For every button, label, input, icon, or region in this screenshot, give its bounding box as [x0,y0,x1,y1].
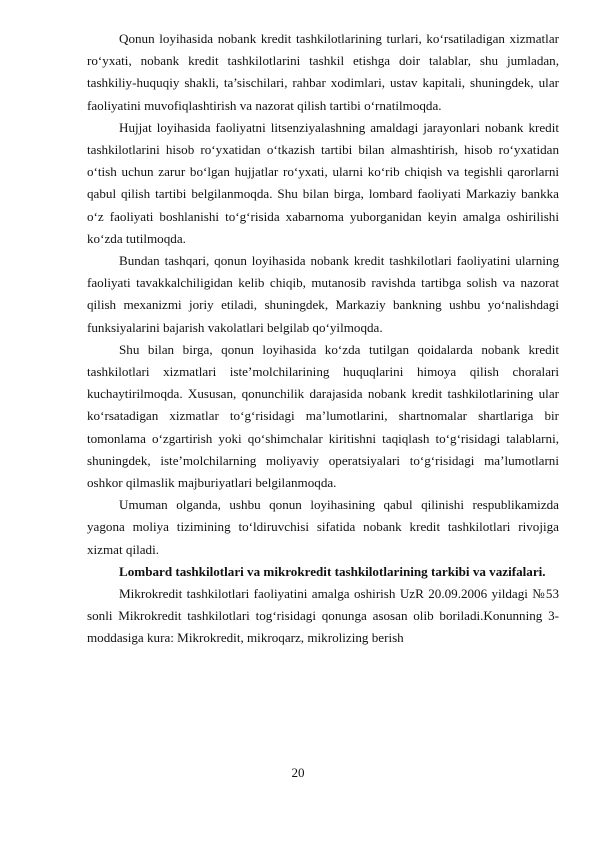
document-body [87,28,559,650]
paragraph-microcredit-law: Mikrokredit tashkilotlari faoliyatini amalga oshirish UzR 20.09.2006 yildagi №53 sonli Mikrokredit tashkilotlari tog‘risidagi qonunga asosan olib boriladi.Konunning 3- moddasiga kura: Mikrokredit, mikroqarz, mikrolizing berish [87,586,559,646]
page-number: 20 [291,765,305,780]
paragraph-draft-law-types: Qonun loyihasida nobank kredit tashkilotlarining turlari, ko‘rsatiladigan xizmatlar ro‘yxati, nobank kredit tashkilotlarini tashkil etishga doir talablar, shu jumladan, tashkiliy-huquqiy shakli, ta’sischilari, rahbar xodimlari, ustav kapitali, shuningdek, ular faoliyatini muvofiqlashtirish va nazorat qilish tartibi o‘rnatilmoqda. [87,31,559,113]
paragraph-consumer-protection: Shu bilan birga, qonun loyihasida ko‘zda tutilgan qoidalarda nobank kredit tashkilotlari xizmatlari iste’molchilarining huquqlarini himoya qilish choralari kuchaytirilmoqda. Xususan, qonunchilik darajasida nobank kredit tashkilotlarining ular ko‘rsatadigan xizmatlar to‘g‘risidagi ma’lumotlarini, shartnomalar shartlariga bir tomonlama o‘zgartirish yoki qo‘shimchalar kiritishni taqiqlash to‘g‘risidagi talablarni, shuningdek, iste’molchilarning moliyaviy operatsiyalari to‘g‘risidagi ma’lumotlarni oshkor qilmaslik majburiyatlari belgilanmoqda. [87,341,559,491]
paragraph-regulation-mechanism: Bundan tashqari, qonun loyihasida nobank kredit tashkilotlari faoliyatini ularning faoliyati tavakkalchiligidan kelib chiqib, mutanosib ravishda tartibga solish va nazorat qilish mexanizmi joriy etiladi, shuningdek, Markaziy bankning ushbu yo‘nalishdagi funksiyalarini bajarish vakolatlari belgilab qo‘yilmoqda. [87,253,559,335]
section-heading: Lombard tashkilotlari va mikrokredit tashkilotlarining tarkibi va vazifalari. [119,563,546,579]
paragraph-licensing-registration: Hujjat loyihasida faoliyatni litsenziyalashning amaldagi jarayonlari nobank kredit tashkilotlarini hisob ro‘yxatidan o‘tkazish tartibi bilan almashtirish, hisob ro‘yxatidan o‘tish uchun zarur bo‘lgan hujjatlar ro‘yxati, ularni ko‘rib chiqish va tegishli qarorlarni qabul qilish tartibi belgilanmoqda. Shu bilan birga, lombard faoliyati Markaziy bankka o‘z faoliyati boshlanishi to‘g‘risida xabarnoma yuborganidan keyin amalga oshirilishi ko‘zda tutilmoqda. [87,119,559,246]
paragraph-conclusion: Umuman olganda, ushbu qonun loyihasining qabul qilinishi respublikamizda yagona moliya tizimining to‘ldiruvchisi sifatida nobank kredit tashkilotlari rivojiga xizmat qiladi. [87,497,559,557]
